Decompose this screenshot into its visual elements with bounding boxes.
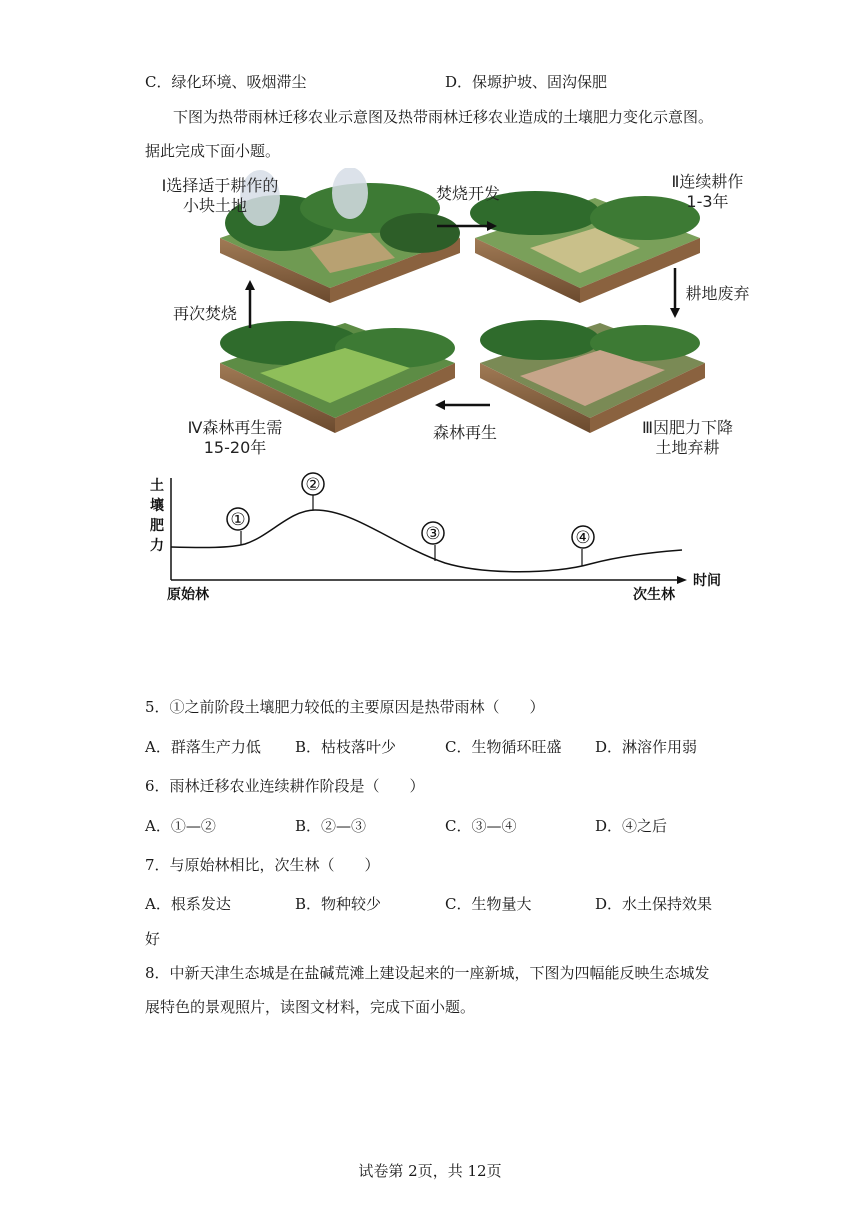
question-7-option-d-wrap: 好 [145, 930, 161, 948]
arrow-reburn [245, 280, 255, 328]
question-6-option-b: B．②—③ [295, 817, 367, 835]
block-stage-3 [480, 320, 705, 433]
question-5-option-b: B．枯枝落叶少 [295, 738, 397, 756]
x-end-label: 次生林 [633, 587, 675, 603]
y-axis-label: 土壤肥力 [150, 478, 164, 554]
arrow-reburn-label: 再次焚烧 [172, 304, 237, 323]
marker-3-label: ③ [425, 524, 441, 544]
question-5-option-d: D．淋溶作用弱 [595, 738, 698, 756]
option-d: D．保塬护坡、固沟保肥 [445, 73, 608, 91]
stage1-label-line1: Ⅰ选择适于耕作的 [161, 176, 279, 195]
soil-fertility-chart [145, 468, 730, 608]
question-5-option-c: C．生物循环旺盛 [445, 738, 562, 756]
shifting-cultivation-figure [145, 168, 755, 458]
question-6-stem: 6．雨林迁移农业连续耕作阶段是（ ） [145, 777, 425, 795]
stage2-label-line2: 1-3年 [686, 192, 729, 211]
page-footer: 试卷第 2页，共 12页 [358, 1162, 502, 1180]
stage3-label-line2: 土地弃耕 [655, 438, 720, 457]
question-7-stem: 7．与原始林相比，次生林（ ） [145, 856, 380, 874]
x-start-label: 原始林 [167, 587, 209, 603]
question-7-option-c: C．生物量大 [445, 895, 532, 913]
question-6-option-d: D．④之后 [595, 817, 668, 835]
question-8-line-2: 展特色的景观照片，读图文材料，完成下面小题。 [145, 998, 476, 1016]
marker-1-label: ① [230, 510, 246, 530]
question-8-line-1: 8．中新天津生态城是在盐碱荒滩上建设起来的一座新城，下图为四幅能反映生态城发 [145, 964, 710, 982]
question-6-option-a: A．①—② [145, 817, 216, 835]
question-7-option-b: B．物种较少 [295, 895, 382, 913]
question-5-option-a: A．群落生产力低 [145, 738, 261, 756]
x-axis-label: 时间 [693, 573, 721, 589]
arrow-regrow [435, 400, 490, 410]
question-7-option-a: A．根系发达 [145, 895, 231, 913]
stage2-label-line1: Ⅱ连续耕作 [671, 172, 744, 191]
stage1-label-line2: 小块土地 [182, 196, 247, 215]
x-axis-arrow [677, 576, 687, 584]
marker-2-label: ② [305, 475, 321, 495]
arrow-regrow-label: 森林再生 [432, 423, 497, 442]
question-6-option-c: C．③—④ [445, 817, 517, 835]
arrow-burn-label: 焚烧开发 [435, 184, 500, 203]
question-7-option-d: D．水土保持效果 [595, 895, 713, 913]
intro-line-2: 据此完成下面小题。 [145, 142, 281, 160]
stage4-label-line2: 15-20年 [203, 438, 267, 457]
arrow-abandon-label: 耕地废弃 [685, 284, 750, 303]
stage3-label-line1: Ⅲ因肥力下降 [641, 418, 734, 437]
stage4-label-line1: Ⅳ森林再生需 [187, 418, 283, 437]
marker-4-label: ④ [575, 528, 591, 548]
option-c: C．绿化环境、吸烟滞尘 [145, 73, 307, 91]
question-5-stem: 5．①之前阶段土壤肥力较低的主要原因是热带雨林（ ） [145, 698, 545, 716]
arrow-abandon [670, 268, 680, 318]
intro-line-1: 下图为热带雨林迁移农业示意图及热带雨林迁移农业造成的土壤肥力变化示意图。 [173, 108, 714, 126]
block-stage-4 [220, 321, 455, 433]
